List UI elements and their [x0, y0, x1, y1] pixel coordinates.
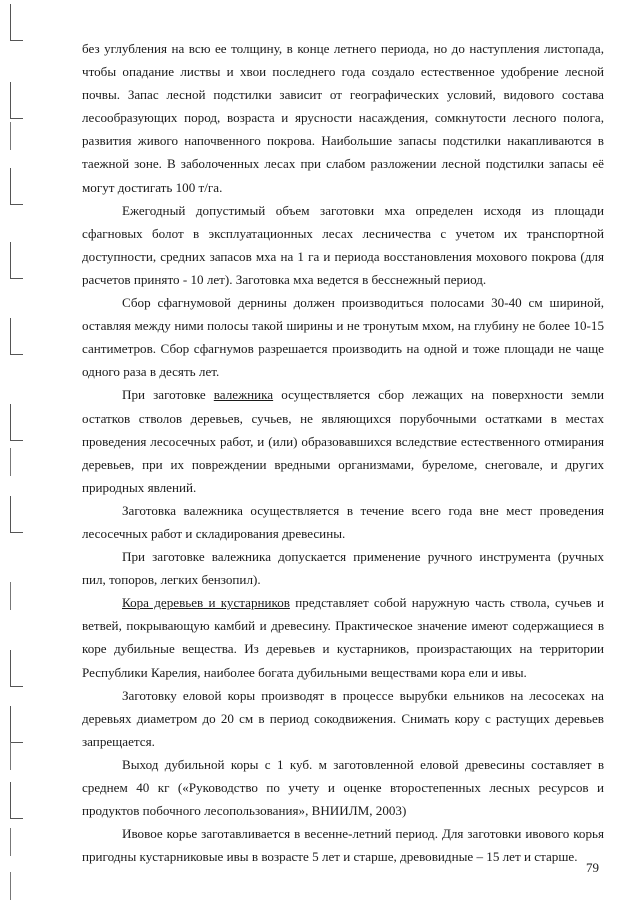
paragraph-text: При заготовке валежника допускается применение ручного инструмента (ручных пил, топоров, легких бензопил). — [82, 549, 604, 588]
paragraph-text: без углубления на всю ее толщину, в конце летнего периода, но до наступления листопада, чтобы опадание листвы и хвои последнего года создало естественное удобрение лесной почвы. Запас лесной подстилки зависит от географических условий, видового состава лесообразующих пород, возраста и ярусности насаждения, сомкнутости лесного полога, развития живого напочвенного покрова. Наибольшие запасы подстилки накапливаются в таежной зоне. В заболоченных лесах при слабом разложении лесной подстилки запасы её могут достигать 100 т/га. — [82, 41, 604, 195]
paragraph — [82, 291, 604, 383]
binding-marks — [6, 0, 46, 905]
paragraph — [82, 822, 604, 868]
paragraph-text: Заготовка валежника осуществляется в течение всего года вне мест проведения лесосечных работ и складирования древесины. — [82, 502, 604, 541]
paragraph — [82, 199, 604, 291]
paragraph — [82, 37, 604, 199]
paragraph-text: При заготовке — [122, 387, 214, 403]
paragraph-text: Ивовое корье заготавливается в весенне-летний период. Для заготовки ивового корья пригодны кустарниковые ивы в возрасте 5 лет и старше, древовидные – 15 лет и старше. — [82, 826, 604, 865]
paragraph — [82, 684, 604, 753]
body-text — [82, 37, 604, 868]
paragraph-text: Заготовку еловой коры производят в процессе вырубки ельников на лесосеках на деревьях диаметром до 20 см в период сокодвижения. Снимать кору с растущих деревьев запрещается. — [82, 687, 604, 749]
paragraph — [82, 591, 604, 683]
underlined-term: Кора деревьев и кустарников — [122, 595, 290, 611]
paragraph — [82, 545, 604, 591]
paragraph-text: Выход дубильной коры с 1 куб. м заготовленной еловой древесины составляет в среднем 40 кг («Руководство по учету и оценке второстепенных лесных ресурсов и продуктов побочного лесопользования», ВНИИЛМ, 2003) — [82, 756, 604, 819]
paragraph-text: представляет собой наружную часть ствола, сучьев и ветвей, покрывающую камбий и древесину. Практическое значение имеют содержащиеся в коре дубильные вещества. Из деревьев и кустарников, произрастающих на территории Республики Карелия, наиболее богата дубильными веществами кора ели и ивы. — [82, 595, 604, 680]
paragraph — [82, 383, 604, 498]
paragraph — [82, 753, 604, 822]
paragraph-text: Ежегодный допустимый объем заготовки мха определен исходя из площади сфагновых болот в эксплуатационных лесах лесничества с учетом их транспортной доступности, средних запасов мха на 1 га и периода восстановления мохового покрова (для расчетов принято - 10 лет). Заготовка мха ведется в бесснежный период. — [82, 202, 604, 287]
paragraph — [82, 499, 604, 545]
page-number: 79 — [586, 860, 599, 875]
paragraph-text: осуществляется сбор лежащих на поверхности земли остатков стволов деревьев, сучьев, не являющихся порубочными остатками в местах проведения лесосечных работ, и (или) образовавшихся вследствие естественного отмирания деревьев, при их повреждении вредными организмами, буреломе, снеговале, и других природных явлений. — [82, 387, 604, 495]
paragraph-text: Сбор сфагнумовой дернины должен производиться полосами 30-40 см шириной, оставляя между ними полосы такой ширины и не тронутым мхом, на глубину не более 10-15 сантиметров. Сбор сфагнумов разрешается производить на одной и тоже площади не чаще одного раза в десять лет. — [82, 295, 604, 380]
underlined-term: валежника — [213, 387, 274, 403]
